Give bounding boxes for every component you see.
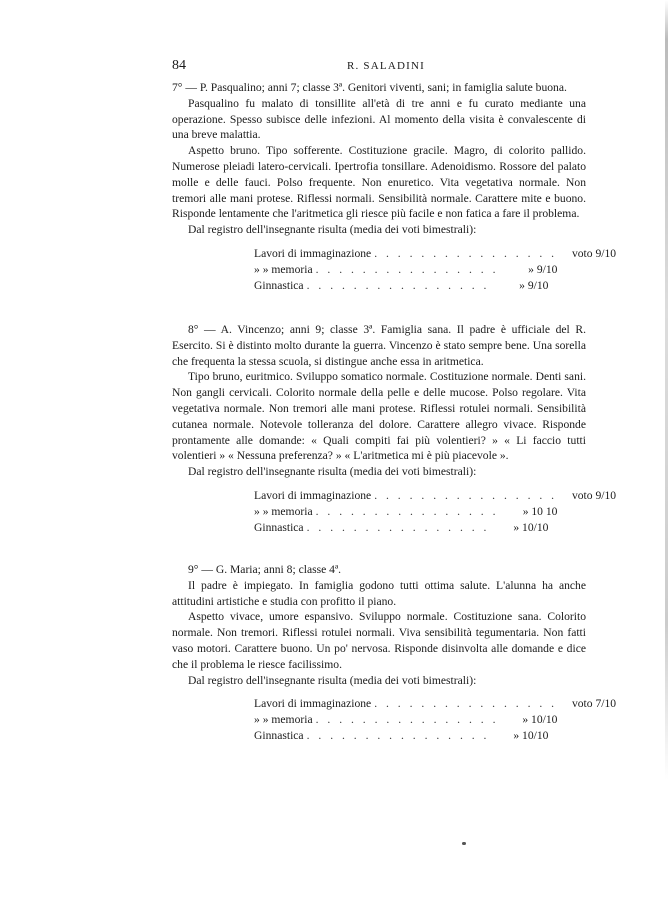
grade-value: voto 7/10 <box>571 697 617 711</box>
grade-label: Ginnastica <box>254 278 304 292</box>
grade-label: Ginnastica <box>254 520 304 534</box>
leader-dots: . . . . . . . . . . . . . . . . <box>374 697 558 711</box>
section-gap <box>172 294 586 322</box>
grade-row <box>254 246 617 262</box>
grades-table <box>254 488 617 536</box>
grade-label: Lavori di immaginazione <box>254 488 372 502</box>
grade-value: voto 9/10 <box>571 488 617 502</box>
grade-row <box>254 728 549 744</box>
grade-label: » » memoria <box>254 504 313 518</box>
leader-dots: . . . . . . . . . . . . . . . . <box>306 729 490 743</box>
grade-value: » 10/10 <box>513 520 549 534</box>
page-number: 84 <box>172 58 186 73</box>
case-section <box>172 562 617 744</box>
grade-label: Lavori di immaginazione <box>254 246 372 260</box>
case-section <box>172 80 617 294</box>
paragraph: Dal registro dell'insegnante risulta (media dei voti bimestrali): <box>188 465 477 479</box>
case-heading-paragraph: 9° — G. Maria; anni 8; classe 4ª. <box>188 562 342 576</box>
case-heading-paragraph: 8° — A. Vincenzo; anni 9; classe 3ª. Famiglia sana. Il padre è ufficiale del R. Esercito. Si è distinto molto durante la guerra. Vincenzo è stato sempre bene. Una sorella che frequenta la stessa scuola, si distingue anche essa in aritmetica. <box>172 322 586 368</box>
grade-row <box>254 488 617 504</box>
grade-label: » » memoria <box>254 713 313 727</box>
section-gap <box>172 536 586 562</box>
grade-value: » 9/10 <box>528 262 558 276</box>
paragraph: Pasqualino fu malato di tonsillite all'età di tre anni e fu curato mediante una operazione. Spesso subisce delle infezioni. Al momento della visita è convalescente di una breve malattia. <box>172 96 586 142</box>
grade-row <box>254 262 558 278</box>
grade-row <box>254 504 558 520</box>
paragraph: Tipo bruno, euritmico. Sviluppo somatico normale. Costituzione normale. Denti sani. Non gangli cervicali. Colorito normale della pelle e delle mucose. Polso regolare. Vita vegetativa normale. Non tremori alle mani protese. Riflessi rotulei normali. Sensibilità cutanea normale. Notevole tolleranza del dolore. Carattere allegro vivace. Risponde prontamente alle domande: « Quali compiti fai più volentieri? » « Li faccio tutti volentieri » « Nessuna preferenza? » « L'aritmetica mi è più piacevole ». <box>172 370 586 463</box>
grade-row <box>254 520 549 536</box>
case-heading-paragraph: 7° — P. Pasqualino; anni 7; classe 3ª. Genitori viventi, sani; in famiglia salute buona. <box>172 81 567 94</box>
grade-row <box>254 278 549 294</box>
paragraph: Aspetto bruno. Tipo sofferente. Costituzione gracile. Magro, di colorito pallido. Numerose pleiadi latero-cervicali. Ipertrofia tonsillare. Adenoidismo. Rossore del palato molle e delle fauci. Polso frequente. Non enuretico. Vita vegetativa normale. Non tremori alle mani protese. Riflessi normali. Sensibilità normale. Carattere mite e buono. Risponde lentamente che l'aritmetica gli riesce più facile e non fatica a fare il problema. <box>172 144 586 221</box>
leader-dots: . . . . . . . . . . . . . . . . <box>315 262 499 276</box>
grade-value: » 10/10 <box>513 729 549 743</box>
paragraph: Dal registro dell'insegnante risulta (media dei voti bimestrali): <box>188 673 477 687</box>
page-edge-shadow <box>665 0 668 780</box>
ink-speck <box>462 842 466 845</box>
grade-label: Ginnastica <box>254 729 304 743</box>
grade-value: » 10 10 <box>522 504 558 518</box>
leader-dots: . . . . . . . . . . . . . . . . <box>306 520 490 534</box>
grade-row <box>254 696 617 712</box>
grade-value: » 9/10 <box>519 278 549 292</box>
case-section <box>172 322 617 536</box>
grade-label: » » memoria <box>254 262 313 276</box>
paragraph: Il padre è impiegato. In famiglia godono tutti ottima salute. L'alunna ha anche attitudini artistiche e studia con profitto il piano. <box>172 578 586 608</box>
grade-value: voto 9/10 <box>571 246 617 260</box>
leader-dots: . . . . . . . . . . . . . . . . <box>374 488 558 502</box>
paragraph: Dal registro dell'insegnante risulta (media dei voti bimestrali): <box>188 223 477 237</box>
page-header <box>172 58 600 76</box>
paragraph: Aspetto vivace, umore espansivo. Sviluppo normale. Costituzione sana. Colorito normale. Non tremori. Riflessi rotulei normali. Viva sensibilità tegumentaria. Non fatti vaso motori. Carattere buono. Un po' nervosa. Risponde disinvolta alle domande e dice che il problema le riesce facilissimo. <box>172 610 586 671</box>
running-head: R. SALADINI <box>347 60 425 72</box>
grades-table <box>254 696 617 744</box>
leader-dots: . . . . . . . . . . . . . . . . <box>306 278 490 292</box>
leader-dots: . . . . . . . . . . . . . . . . <box>374 246 558 260</box>
leader-dots: . . . . . . . . . . . . . . . . <box>315 713 499 727</box>
leader-dots: . . . . . . . . . . . . . . . . <box>315 504 499 518</box>
body-text <box>172 80 617 744</box>
grades-table <box>254 246 617 294</box>
grade-value: » 10/10 <box>522 713 558 727</box>
grade-label: Lavori di immaginazione <box>254 697 372 711</box>
grade-row <box>254 712 558 728</box>
